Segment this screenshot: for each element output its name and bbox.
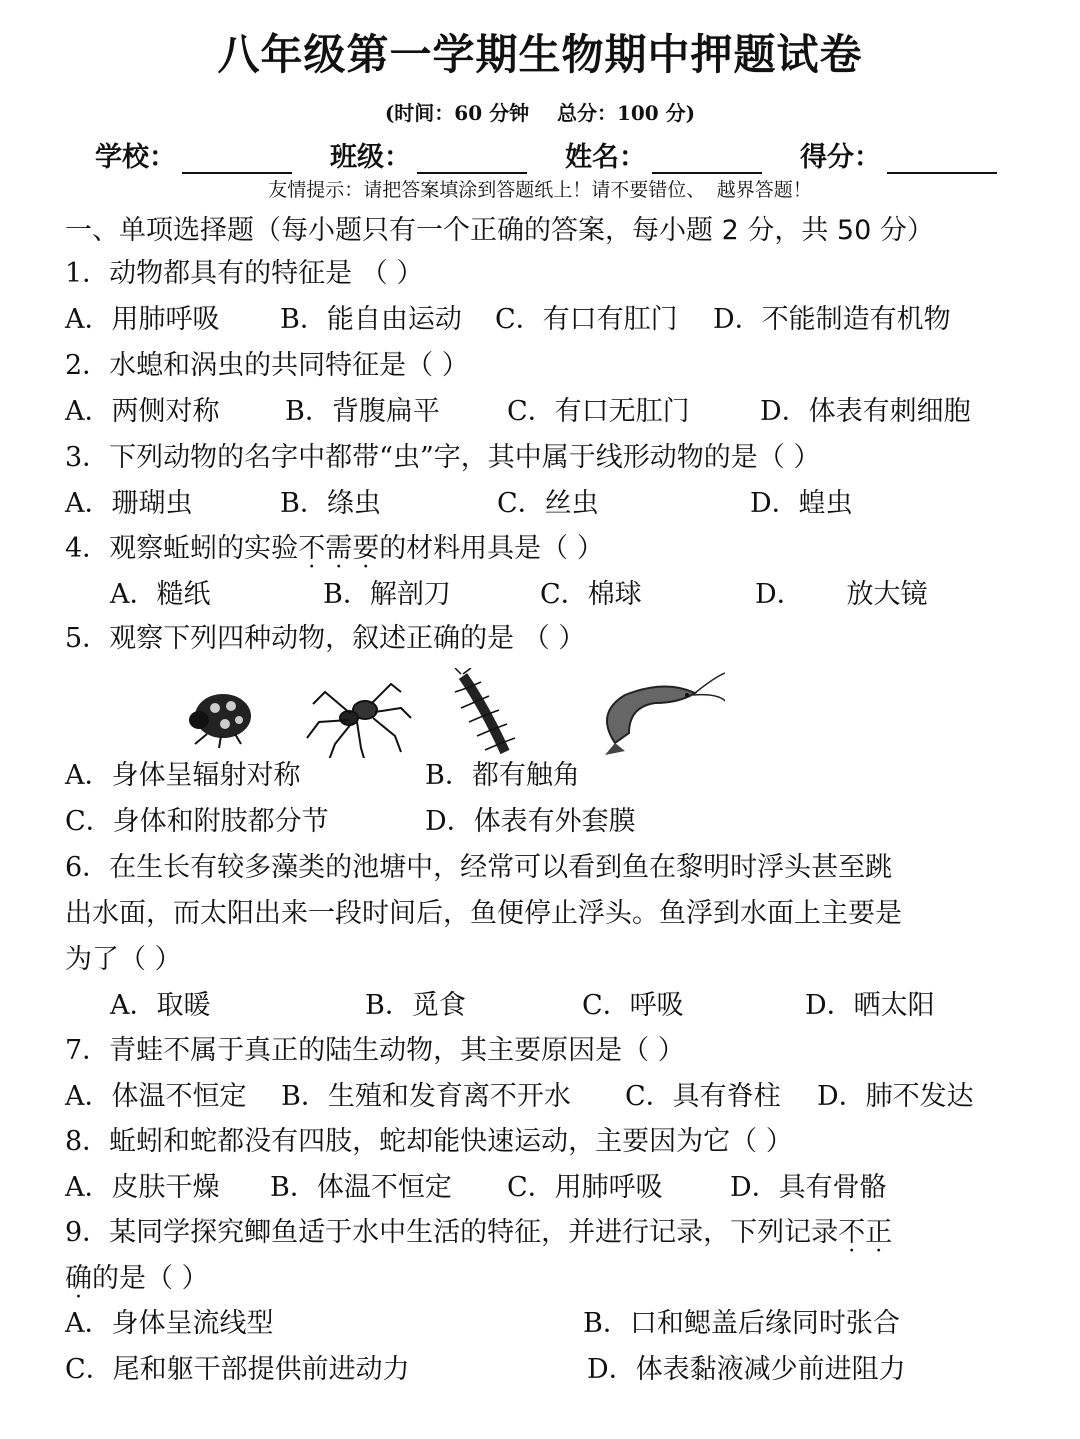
q4-stem-start: 4．观察蚯蚓的实验	[65, 533, 299, 564]
q1-option-c[interactable]: C．有口有肛门	[495, 304, 678, 335]
q9-emphasis-char: 不	[838, 1217, 866, 1248]
name-blank[interactable]	[652, 146, 762, 174]
page-title: 八年级第一学期生物期中押题试卷	[217, 30, 863, 79]
q1-option-a[interactable]: A．用肺呼吸	[65, 304, 220, 335]
q9-option-b[interactable]: B．口和鳃盖后缘同时张合	[583, 1308, 900, 1339]
q4-emphasis-char: 不	[298, 533, 326, 564]
q8-option-c[interactable]: C．用肺呼吸	[507, 1172, 663, 1203]
name-label: 姓名：	[565, 142, 646, 173]
q7-option-a[interactable]: A．体温不恒定	[65, 1081, 247, 1112]
question-2-stem: 2．水螅和涡虫的共同特征是（ ）	[65, 350, 469, 381]
exam-subtitle: (时间：60 分钟 总分：100 分)	[384, 101, 696, 125]
school-field	[95, 135, 292, 174]
spider-image	[307, 684, 411, 758]
q3-option-a[interactable]: A．珊瑚虫	[65, 488, 193, 519]
q6-option-b[interactable]: B．觅食	[365, 990, 466, 1021]
question-9-line-1	[65, 1215, 892, 1251]
q7-option-b[interactable]: B．生殖和发育离不开水	[281, 1081, 571, 1112]
question-6-line-3: 为了（ ）	[65, 944, 182, 975]
q4-option-a[interactable]: A．糙纸	[110, 579, 211, 610]
question-8-stem: 8．蚯蚓和蛇都没有四肢，蛇却能快速运动，主要因为它（ ）	[65, 1126, 793, 1157]
q4-option-b[interactable]: B．解剖刀	[323, 579, 451, 610]
class-blank[interactable]	[417, 146, 527, 174]
class-label: 班级：	[330, 142, 411, 173]
q9-emphasis-char: 正	[865, 1217, 893, 1248]
name-field	[565, 135, 762, 174]
q8-option-d[interactable]: D．具有骨骼	[730, 1172, 887, 1203]
question-4-stem	[65, 531, 604, 567]
school-label: 学校：	[95, 142, 176, 173]
question-6-line-2: 出水面，而太阳出来一段时间后，鱼便停止浮头。鱼浮到水面上主要是	[65, 898, 902, 929]
question-1-stem: 1．动物都具有的特征是 （ ）	[65, 258, 424, 289]
q1-option-d[interactable]: D．不能制造有机物	[713, 304, 951, 335]
q2-option-b[interactable]: B．背腹扁平	[285, 396, 440, 427]
q1-option-b[interactable]: B．能自由运动	[280, 304, 462, 335]
question-6-line-1: 6．在生长有较多藻类的池塘中，经常可以看到鱼在黎明时浮头甚至跳	[65, 852, 893, 883]
q6-option-d[interactable]: D．晒太阳	[805, 990, 935, 1021]
q8-option-a[interactable]: A．皮肤干燥	[65, 1172, 220, 1203]
section-heading: 一、单项选择题（每小题只有一个正确的答案，每小题 2 分，共 50 分）	[65, 215, 934, 246]
q9-stem-start: 9．某同学探究鲫鱼适于水中生活的特征，并进行记录，下列记录	[65, 1217, 839, 1248]
q3-option-d[interactable]: D．蝗虫	[750, 488, 853, 519]
q9-option-c[interactable]: C．尾和躯干部提供前进动力	[65, 1354, 410, 1385]
shrimp-image	[605, 673, 725, 755]
q5-option-b[interactable]: B．都有触角	[425, 760, 580, 791]
friendly-tip: 友情提示：请把答案填涂到答题纸上！请不要错位、 越界答题！	[268, 179, 812, 201]
q4-option-c[interactable]: C．棉球	[540, 579, 642, 610]
q6-option-a[interactable]: A．取暖	[110, 990, 211, 1021]
ladybug-image	[189, 694, 251, 748]
score-field	[800, 135, 997, 174]
q2-option-d[interactable]: D．体表有刺细胞	[760, 396, 971, 427]
class-field	[330, 135, 527, 174]
q3-option-c[interactable]: C．丝虫	[497, 488, 599, 519]
q6-option-c[interactable]: C．呼吸	[582, 990, 684, 1021]
q5-option-a[interactable]: A．身体呈辐射对称	[65, 760, 301, 791]
q5-option-d[interactable]: D．体表有外套膜	[425, 806, 636, 837]
centipede-image	[455, 668, 515, 752]
q3-option-b[interactable]: B．绦虫	[280, 488, 381, 519]
q7-option-c[interactable]: C．具有脊柱	[625, 1081, 781, 1112]
q4-emphasis-char: 需	[325, 533, 353, 564]
question-7-stem: 7．青蛙不属于真正的陆生动物，其主要原因是（ ）	[65, 1035, 685, 1066]
q9-stem-end: 的是（ ）	[92, 1263, 209, 1294]
q4-option-d[interactable]: D． 放大镜	[755, 579, 928, 610]
q4-emphasis-char: 要	[352, 533, 380, 564]
animal-images	[165, 668, 725, 758]
q7-option-d[interactable]: D．肺不发达	[817, 1081, 974, 1112]
question-9-line-2	[65, 1261, 209, 1297]
q4-stem-end: 的材料用具是（ ）	[379, 533, 604, 564]
q9-option-d[interactable]: D．体表黏液减少前进阻力	[587, 1354, 906, 1385]
q9-emphasis-char: 确	[65, 1263, 92, 1294]
q2-option-c[interactable]: C．有口无肛门	[507, 396, 690, 427]
q9-option-a[interactable]: A．身体呈流线型	[65, 1308, 274, 1339]
school-blank[interactable]	[182, 146, 292, 174]
score-label: 得分：	[800, 142, 881, 173]
q5-option-c[interactable]: C．身体和附肢都分节	[65, 806, 329, 837]
question-5-stem: 5．观察下列四种动物，叙述正确的是 （ ）	[65, 623, 586, 654]
q8-option-b[interactable]: B．体温不恒定	[270, 1172, 452, 1203]
question-3-stem: 3．下列动物的名字中都带“虫”字，其中属于线形动物的是（ ）	[65, 442, 821, 473]
q2-option-a[interactable]: A．两侧对称	[65, 396, 220, 427]
score-blank[interactable]	[887, 146, 997, 174]
